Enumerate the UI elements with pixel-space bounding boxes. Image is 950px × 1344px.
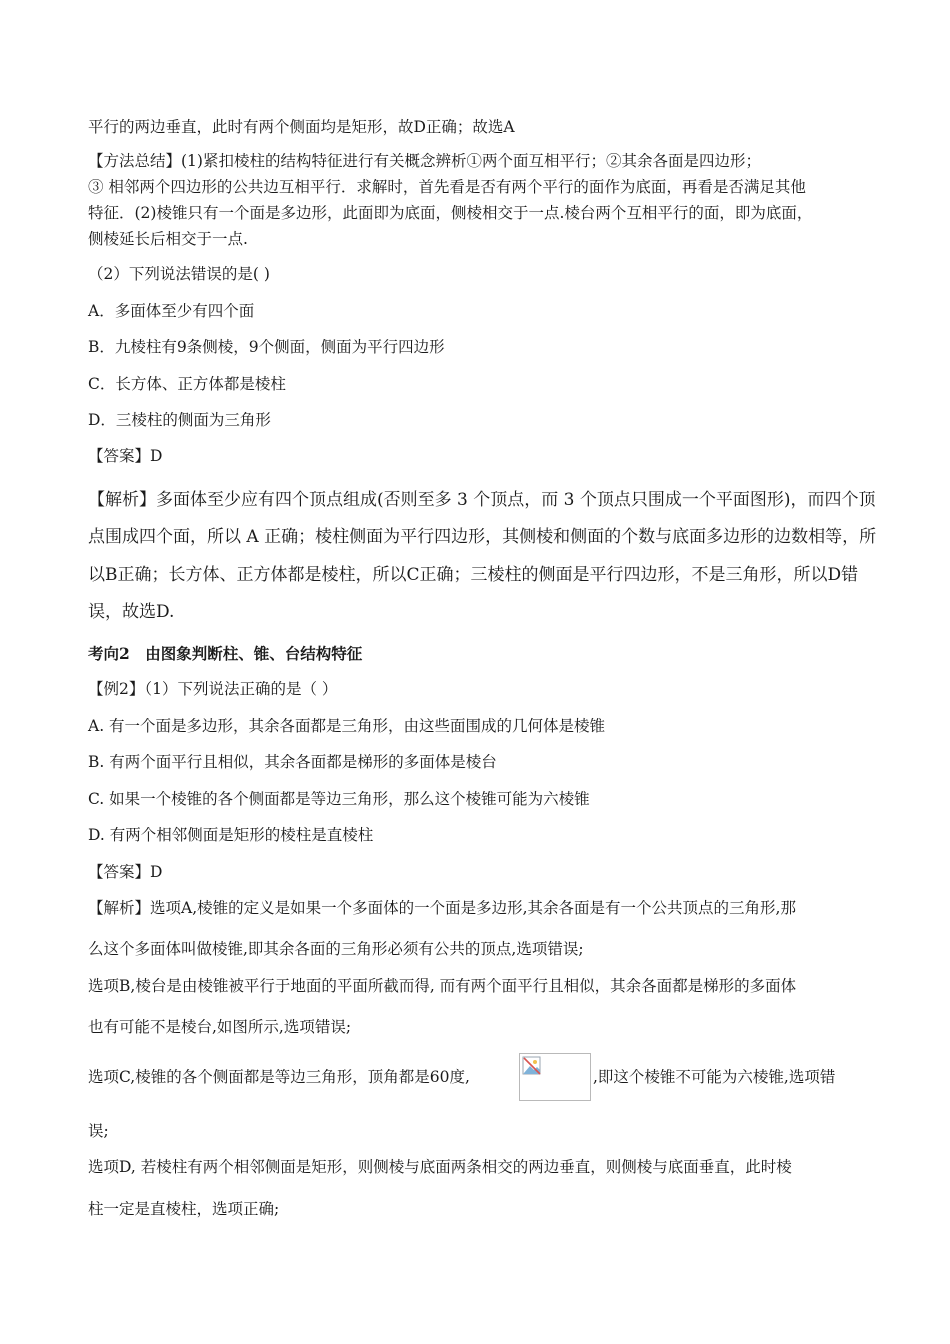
analysis-line: 柱一定是直棱柱，选项正确; [88, 1200, 280, 1218]
section-heading: 考向2 由图象判断柱、锥、台结构特征 [88, 644, 363, 663]
analysis-line: 点围成四个面，所以 A 正确；棱柱侧面为平行四边形，其侧棱和侧面的个数与底面多边形的边数相等，所 [88, 527, 877, 547]
option-a: A. 有一个面是多边形，其余各面都是三角形，由这些面围成的几何体是棱锥 [88, 717, 606, 735]
option-b: B. 有两个面平行且相似，其余各面都是梯形的多面体是棱台 [88, 753, 497, 771]
analysis-line: 选项B,棱台是由棱锥被平行于地面的平面所截而得, 而有两个面平行且相似，其余各面都是梯形的多面体 [88, 977, 797, 995]
option-d: D．三棱柱的侧面为三角形 [88, 411, 271, 429]
option-c: C. 如果一个棱锥的各个侧面都是等边三角形，那么这个棱锥可能为六棱锥 [88, 790, 590, 808]
analysis-line: 以B正确；长方体、正方体都是棱柱，所以C正确；三棱柱的侧面是平行四边形，不是三角形，所以D错 [88, 565, 859, 585]
answer: 【答案】D [88, 447, 163, 465]
example-stem: 【例2】（1）下列说法正确的是（ ） [88, 680, 338, 698]
analysis-line: 也有可能不是棱台,如图所示,选项错误; [88, 1018, 352, 1036]
question-stem: （2）下列说法错误的是( ) [88, 265, 270, 283]
analysis-line: 误; [88, 1122, 109, 1140]
analysis-line: 【解析】选项A,棱锥的定义是如果一个多面体的一个面是多边形,其余各面是有一个公共顶点的三角形,那 [88, 899, 796, 917]
broken-image-icon [522, 1056, 542, 1076]
analysis-line: 误，故选D. [88, 602, 175, 622]
method-summary: 【方法总结】(1)紧扣棱柱的结构特征进行有关概念辨析①两个面互相平行；②其余各面是四边形； [88, 152, 761, 170]
option-c: C．长方体、正方体都是棱柱 [88, 375, 286, 393]
text-line: 特征．(2)棱锥只有一个面是多边形，此面即为底面，侧棱相交于一点.棱台两个互相平行的面，即为底面， [88, 204, 813, 222]
text-line: 平行的两边垂直，此时有两个侧面均是矩形，故D正确；故选A [88, 118, 515, 136]
option-b: B．九棱柱有9条侧棱，9个侧面，侧面为平行四边形 [88, 338, 445, 356]
figure-placeholder [519, 1053, 591, 1101]
analysis-line: 选项D, 若棱柱有两个相邻侧面是矩形，则侧棱与底面两条相交的两边垂直，则侧棱与底面垂直，此时棱 [88, 1158, 792, 1176]
analysis-line-part: 选项C,棱锥的各个侧面都是等边三角形，顶角都是60度, [88, 1068, 470, 1086]
answer: 【答案】D [88, 863, 163, 881]
analysis-line: 么这个多面体叫做棱锥,即其余各面的三角形必须有公共的顶点,选项错误; [88, 940, 584, 958]
text-line: 侧棱延长后相交于一点. [88, 230, 248, 248]
option-d: D. 有两个相邻侧面是矩形的棱柱是直棱柱 [88, 826, 374, 844]
option-a: A．多面体至少有四个面 [88, 302, 255, 320]
text-line: ③ 相邻两个四边形的公共边互相平行．求解时，首先看是否有两个平行的面作为底面，再看是否满足其他 [88, 178, 806, 196]
analysis-line: 【解析】多面体至少应有四个顶点组成(否则至多 3 个顶点，而 3 个顶点只围成一个平面图形)，而四个顶 [88, 490, 876, 510]
analysis-line-part: ,即这个棱锥不可能为六棱锥,选项错 [593, 1068, 836, 1086]
